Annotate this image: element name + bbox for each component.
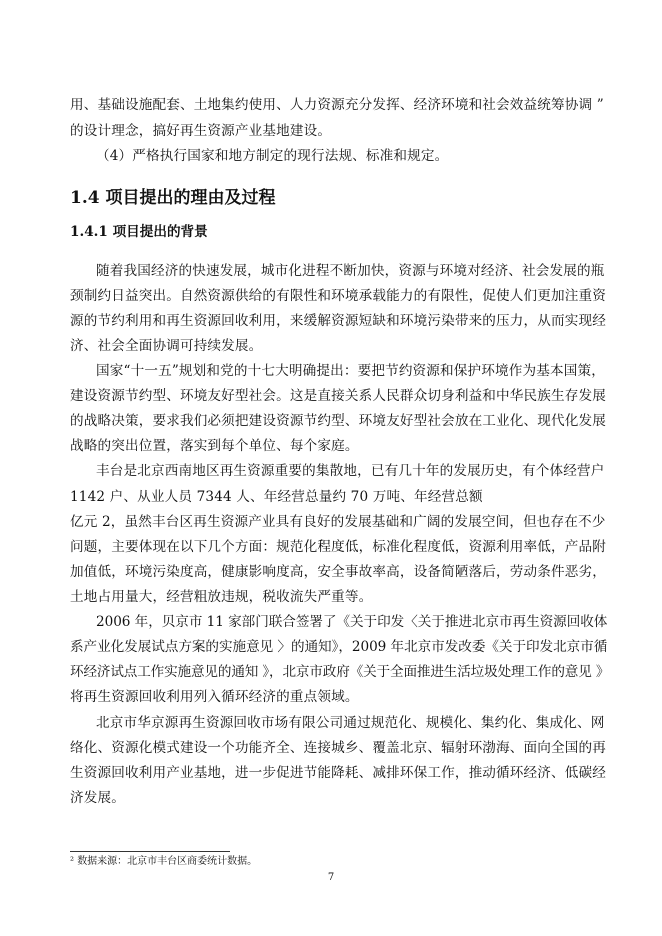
body-line: 源的节约利用和再生资源回收利用，来缓解资源短缺和环境污染带来的压力，从而实现经 bbox=[70, 313, 607, 329]
body-line: 战略的突出位置，落实到每个单位、每个家庭。 bbox=[70, 438, 359, 454]
page-number: 7 bbox=[327, 872, 335, 883]
body-line: 问题，主要体现在以下几个方面：规范化程度低，标准化程度低，资源利用率低，产品附 bbox=[70, 539, 607, 555]
footnote-divider bbox=[70, 851, 230, 852]
body-line: 系产业化发展试点方案的实施意见 〉的通知》，2009 年北京市发改委《关于印发北京市循 bbox=[70, 639, 608, 655]
subsection-heading: 1.4.1 项目提出的背景 bbox=[70, 224, 208, 240]
body-line: 2006 年，贝京市 11 家部门联合签署了《关于印发〈关于推进北京市再生资源回收体 bbox=[96, 614, 608, 630]
body-line: 将再生资源回收利用列入循环经济的重点领域。 bbox=[70, 689, 359, 705]
body-line: 络化、资源化模式建设一个功能齐全、连接城乡、覆盖北京、辐射环渤海、面向全国的再 bbox=[70, 740, 607, 756]
body-line: 随着我国经济的快速发展，城市化进程不断加快，资源与环境对经济、社会发展的瓶 bbox=[96, 263, 605, 279]
intro-line-2: 的设计理念，搞好再生资源产业基地建设。 bbox=[70, 123, 332, 139]
body-line: 加值低，环境污染度高，健康影响度高，安全事故率高，设备简陋落后，劳动条件恶劣， bbox=[70, 564, 607, 580]
body-line: 国家“十一五”规划和党的十七大明确提出：要把节约资源和保护环境作为基本国策， bbox=[96, 363, 605, 379]
body-line: 济发展。 bbox=[70, 790, 125, 806]
footnote: ² 数据来源：北京市丰台区商委统计数据。 bbox=[70, 856, 258, 867]
body-line: 1142 户、从业人员 7344 人、年经营总量约 70 万吨、年经营总额 bbox=[70, 489, 483, 505]
body-line: 颈制约日益突出。自然资源供给的有限性和环境承载能力的有限性，促使人们更加注重资 bbox=[70, 288, 607, 304]
body-line: 亿元 2，虽然丰台区再生资源产业具有良好的发展基础和广阔的发展空间，但也存在不少 bbox=[70, 514, 606, 530]
body-line: 生资源回收利用产业基地，进一步促进节能降耗、减排环保工作，推动循环经济、低碳经 bbox=[70, 765, 607, 781]
body-line: 建设资源节约型、环境友好型社会。这是直接关系人民群众切身利益和中华民族生存发展 bbox=[70, 388, 607, 404]
body-line: 济、社会全面协调可持续发展。 bbox=[70, 338, 263, 354]
intro-line-3: （4）严格执行国家和地方制定的现行法规、标准和规定。 bbox=[96, 148, 449, 164]
body-line: 北京市华京源再生资源回收市场有限公司通过规范化、规模化、集约化、集成化、网 bbox=[96, 715, 605, 731]
body-line: 土地占用量大，经营粗放违规，税收流失严重等。 bbox=[70, 589, 373, 605]
intro-line-1: 用、基础设施配套、土地集约使用、人力资源充分发挥、经济环境和社会效益统筹协调 ” bbox=[70, 97, 604, 113]
body-line: 环经济试点工作实施意见的通知 》，北京市政府《关于全面推进生活垃圾处理工作的意见 》 bbox=[70, 664, 610, 680]
body-line: 丰台是北京西南地区再生资源重要的集散地，已有几十年的发展历史，有个体经营户 bbox=[96, 463, 605, 479]
section-heading: 1.4 项目提出的理由及过程 bbox=[70, 188, 276, 208]
body-line: 的战略决策，要求我们必须把建设资源节约型、环境友好型社会放在工业化、现代化发展 bbox=[70, 413, 607, 429]
